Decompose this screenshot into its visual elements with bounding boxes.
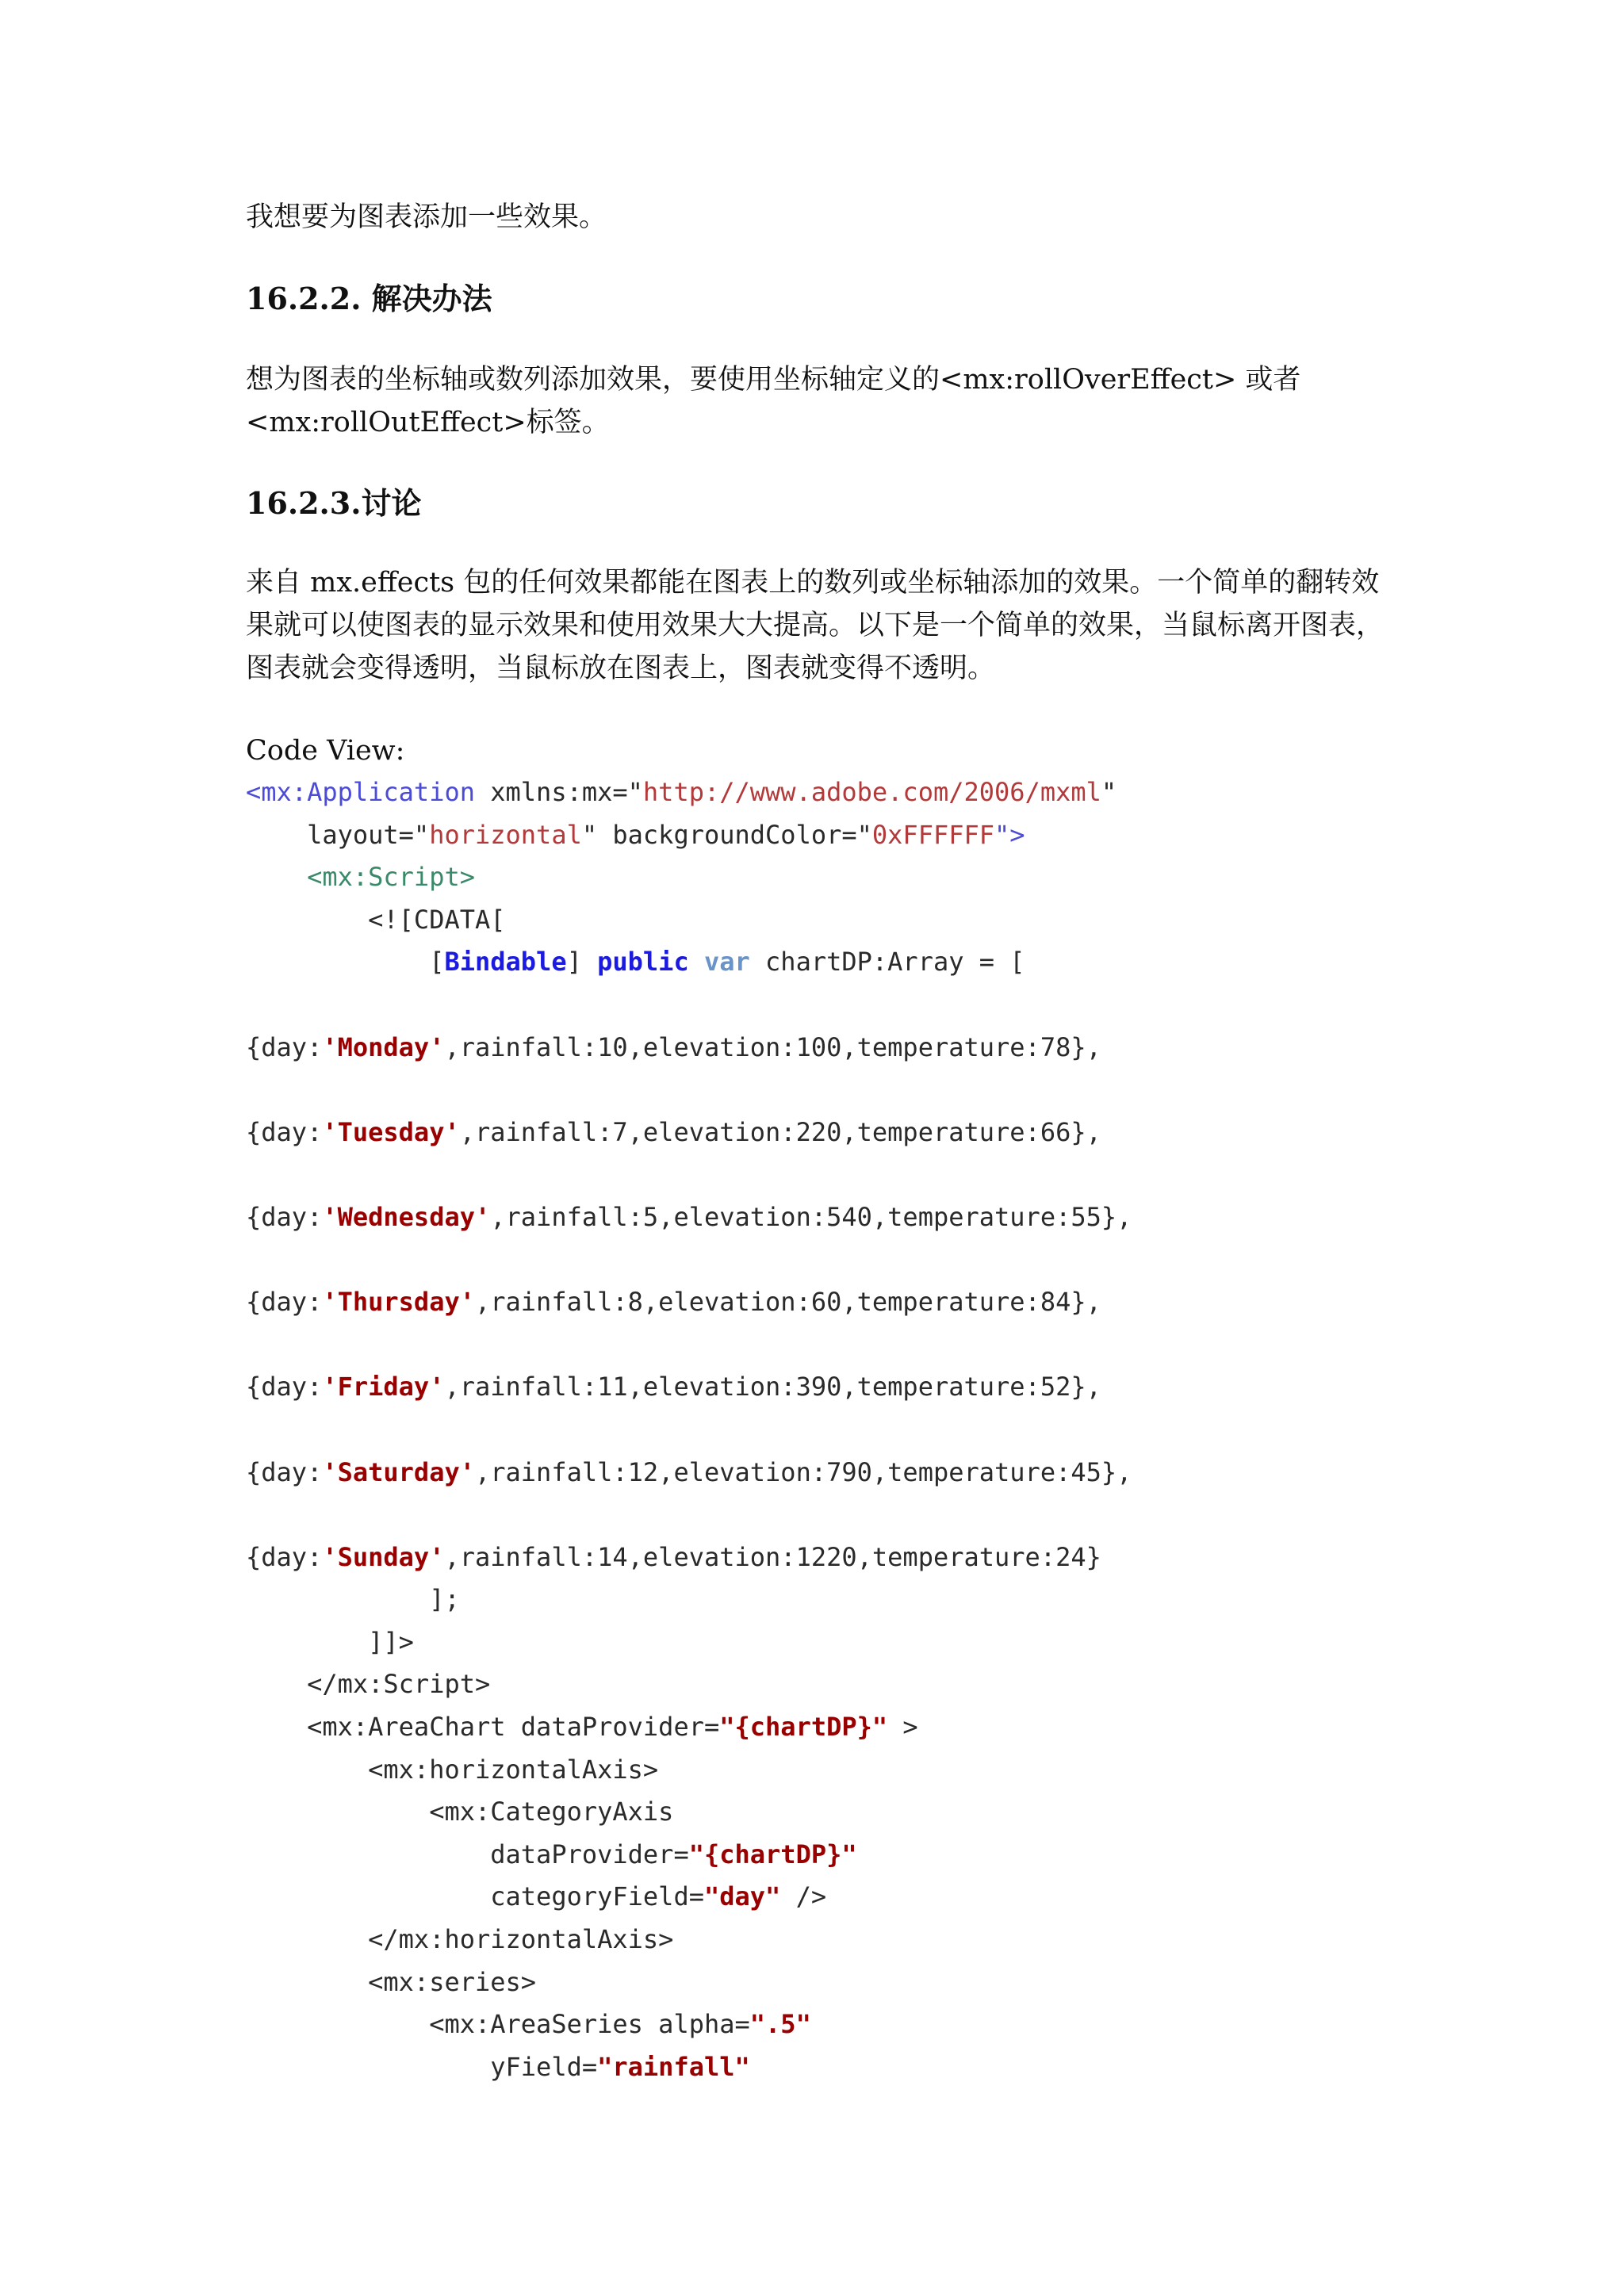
code-line: {day:'Wednesday',rainfall:5,elevation:540,temperature:55}, — [246, 1201, 1132, 1232]
discussion-line-3: 图表就会变得透明，当鼠标放在图表上，图表就变得不透明。 — [246, 652, 996, 684]
section-number: 16.2.3. — [246, 485, 362, 521]
section-heading-solution — [246, 277, 492, 320]
code-line: {day:'Tuesday',rainfall:7,elevation:220,temperature:66}, — [246, 1116, 1101, 1147]
code-line: categoryField="day" /> — [246, 1881, 827, 1912]
code-line: </mx:Script> — [246, 1669, 491, 1700]
code-line: dataProvider="{chartDP}" — [246, 1839, 857, 1869]
code-line: <![CDATA[ — [246, 904, 506, 935]
code-line: <mx:AreaSeries alpha=".5" — [246, 2009, 811, 2040]
section-heading-discussion — [246, 482, 421, 525]
code-line: <mx:series> — [246, 1966, 537, 1997]
code-line: yField="rainfall" — [246, 2051, 750, 2082]
code-block — [246, 771, 1132, 2088]
code-line: {day:'Monday',rainfall:10,elevation:100,temperature:78}, — [246, 1031, 1101, 1062]
code-line: {day:'Thursday',rainfall:8,elevation:60,temperature:84}, — [246, 1287, 1101, 1318]
code-line: {day:'Saturday',rainfall:12,elevation:790,temperature:45}, — [246, 1456, 1132, 1487]
code-line: ]]> — [246, 1626, 414, 1657]
code-line: <mx:Application xmlns:mx="http://www.adobe.com/2006/mxml" — [246, 777, 1117, 807]
section-title: 解决办法 — [361, 281, 492, 316]
solution-line-1: 想为图表的坐标轴或数列添加效果，要使用坐标轴定义的<mx:rollOverEffect> 或者 — [246, 364, 1301, 396]
code-line: <mx:CategoryAxis — [246, 1797, 674, 1827]
solution-line-2: <mx:rollOutEffect>标签。 — [246, 407, 610, 438]
intro-paragraph: 我想要为图表添加一些效果。 — [246, 201, 607, 233]
code-line: {day:'Friday',rainfall:11,elevation:390,temperature:52}, — [246, 1372, 1101, 1402]
code-line: <mx:horizontalAxis> — [246, 1754, 659, 1785]
code-line: ]; — [246, 1584, 460, 1615]
discussion-line-2: 果就可以使图表的显示效果和使用效果大大提高。以下是一个简单的效果，当鼠标离开图表， — [246, 610, 1385, 641]
code-view-label: Code View: — [246, 735, 405, 767]
code-line: [Bindable] public var chartDP:Array = [ — [246, 947, 1025, 978]
code-line: <mx:Script> — [246, 862, 475, 893]
solution-paragraph — [246, 358, 1388, 444]
code-line: layout="horizontal" backgroundColor="0xFFFFFF"> — [246, 819, 1025, 850]
section-number: 16.2.2. — [246, 281, 362, 316]
code-line: </mx:horizontalAxis> — [246, 1924, 674, 1955]
code-line: <mx:AreaChart dataProvider="{chartDP}" > — [246, 1712, 918, 1743]
section-title: 讨论 — [361, 485, 422, 521]
discussion-line-1: 来自 mx.effects 包的任何效果都能在图表上的数列或坐标轴添加的效果。一个简单的翻转效 — [246, 567, 1380, 599]
discussion-paragraph — [246, 561, 1388, 690]
code-line: {day:'Sunday',rainfall:14,elevation:1220,temperature:24} — [246, 1541, 1101, 1572]
